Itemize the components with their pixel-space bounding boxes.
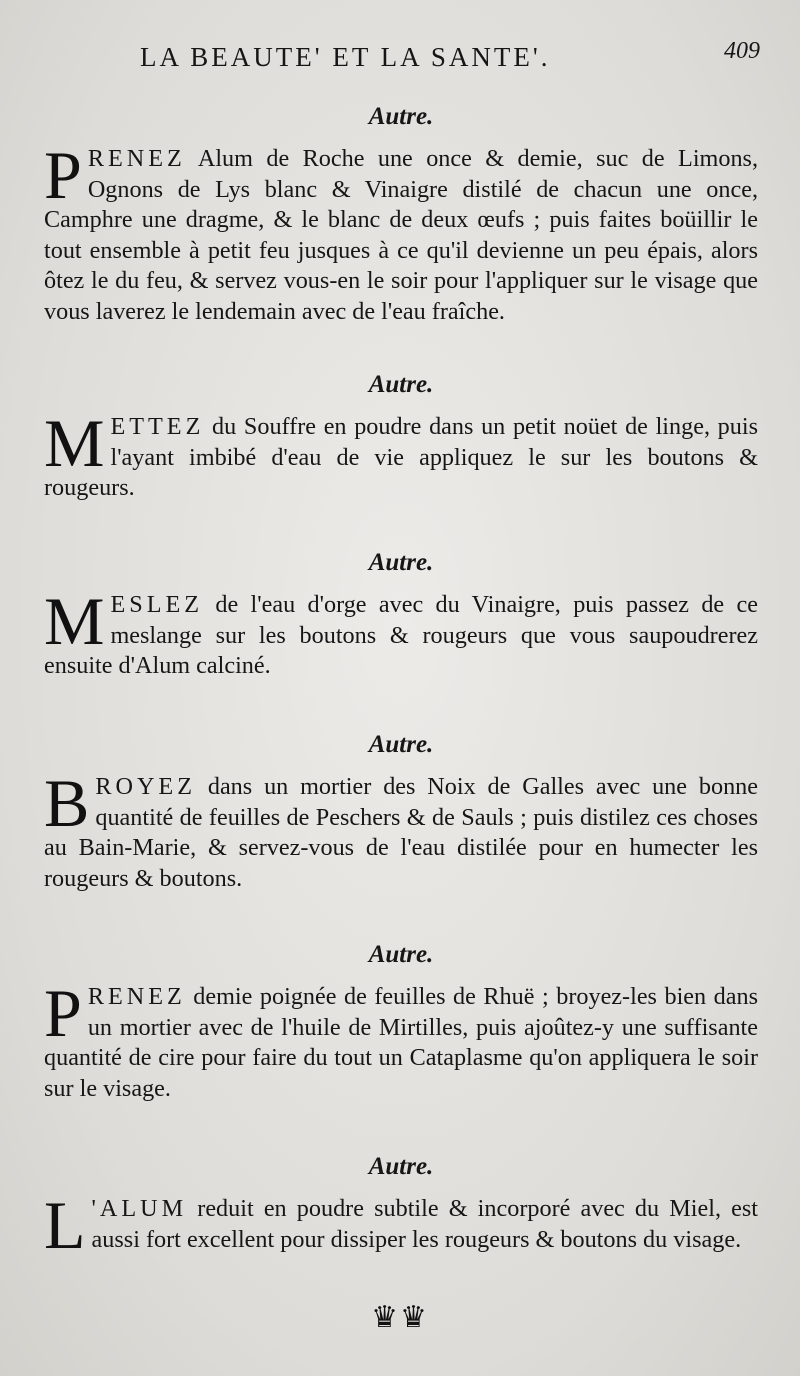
- paragraph-text: reduit en poudre subtile & incorporé avec du Miel, est aussi fort excellent pour dissiper les rougeurs & boutons du visage.: [91, 1195, 758, 1253]
- recipe-section: [44, 938, 758, 1104]
- lead-word: RENEZ: [87, 983, 186, 1010]
- recipe-section: [44, 546, 758, 682]
- paragraph-text: demie poignée de feuilles de Rhuë ; broyez-les bien dans un mortier avec de l'huile de Mirtilles, puis ajoûtez-y une suffisante quantité de cire pour faire du tout un Cataplasme qu'on appliquera le soir sur le visage.: [44, 983, 758, 1102]
- lead-word: 'ALUM: [91, 1195, 188, 1222]
- paragraph-text: Alum de Roche une once & demie, suc de Limons, Ognons de Lys blanc & Vinaigre distilé de chacun une once, Camphre une dragme, & le blanc de deux œufs ; puis faites boüillir le tout ensemble à petit feu jusques à ce qu'il devienne un peu épais, alors ôtez le du feu, & servez vous-en le soir pour l'appliquer sur le visage que vous laverez le lendemain avec de l'eau fraîche.: [44, 145, 758, 325]
- drop-cap: M: [44, 583, 105, 659]
- drop-cap: M: [44, 405, 105, 481]
- paragraph-text: de l'eau d'orge avec du Vinaigre, puis passez de ce meslange sur les boutons & rougeurs que vous saupoudrerez ensuite d'Alum calciné.: [44, 591, 758, 679]
- section-heading: Autre.: [368, 1153, 434, 1180]
- running-title: LA BEAUTE' ET LA SANTE'.: [140, 42, 551, 72]
- recipe-paragraph: [44, 583, 758, 682]
- recipe-section: [44, 1150, 758, 1263]
- section-heading: Autre.: [368, 731, 434, 758]
- drop-cap: P: [44, 975, 82, 1051]
- recipe-section: [44, 100, 758, 327]
- recipe-paragraph: [44, 405, 758, 504]
- paragraph-text: dans un mortier des Noix de Galles avec une bonne quantité de feuilles de Peschers & de Sauls ; puis distilez ces choses au Bain-Marie, & servez-vous de l'eau distilée pour en humecter les rougeurs & boutons.: [44, 773, 758, 892]
- recipe-paragraph: [44, 1187, 758, 1263]
- lead-word: RENEZ: [87, 145, 186, 172]
- running-head: [0, 38, 800, 78]
- drop-cap: P: [44, 137, 82, 213]
- lead-word: ESLEZ: [110, 591, 204, 618]
- section-heading: Autre.: [368, 103, 434, 130]
- recipe-paragraph: [44, 975, 758, 1104]
- crown-ornament-icon: ♛♛: [371, 1300, 429, 1335]
- lead-word: ETTEZ: [110, 413, 205, 440]
- recipe-section: [44, 728, 758, 894]
- recipe-section: [44, 368, 758, 504]
- section-heading: Autre.: [368, 941, 434, 968]
- recipe-paragraph: [44, 765, 758, 894]
- paragraph-text: du Souffre en poudre dans un petit noüet de linge, puis l'ayant imbibé d'eau de vie appliquez le sur les boutons & rougeurs.: [44, 413, 758, 501]
- drop-cap: L: [44, 1187, 86, 1263]
- drop-cap: B: [44, 765, 90, 841]
- section-heading: Autre.: [368, 371, 434, 398]
- recipe-paragraph: [44, 137, 758, 327]
- section-heading: Autre.: [368, 549, 434, 576]
- page-number: 409: [724, 38, 760, 64]
- lead-word: ROYEZ: [95, 773, 196, 800]
